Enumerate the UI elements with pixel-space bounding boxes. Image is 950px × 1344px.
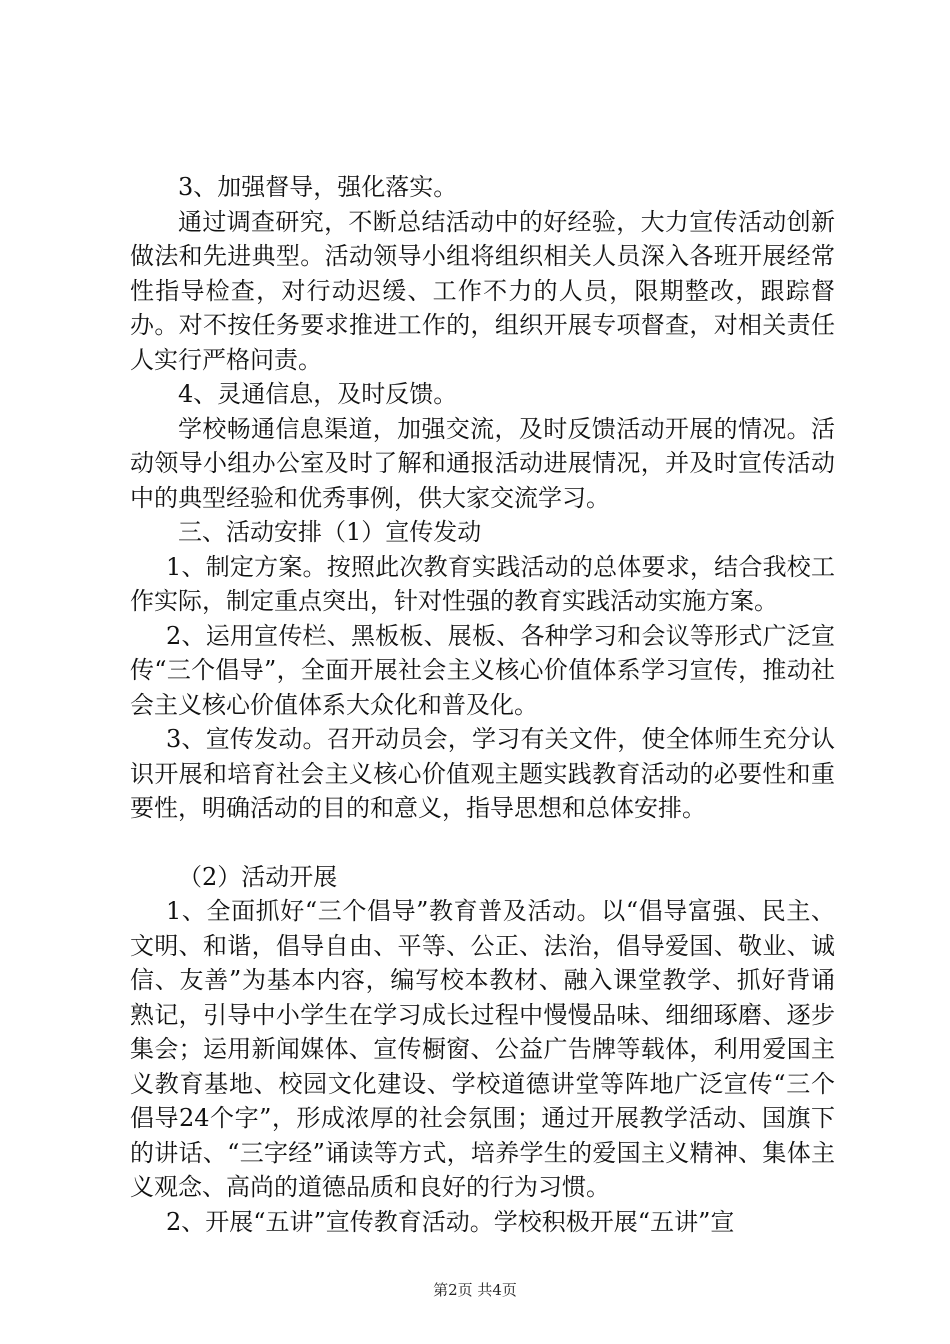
page-number-footer: 第2页 共4页 <box>433 1281 517 1299</box>
paragraph-mobilization: 3、宣传发动。召开动员会，学习有关文件，使全体师生充分认识开展和培育社会主义核心价值观主题实践教育活动的必要性和重要性，明确活动的目的和意义，指导思想和总体安排。 <box>130 725 835 822</box>
document-body <box>130 170 835 1239</box>
paragraph-information: 学校畅通信息渠道，加强交流，及时反馈活动开展的情况。活动领导小组办公室及时了解和通报活动进展情况，并及时宣传活动中的典型经验和优秀事例，供大家交流学习。 <box>130 414 835 512</box>
paragraph-spacer <box>130 826 835 860</box>
paragraph-three-advocacies: 1、全面抓好“三个倡导”教育普及活动。以“倡导富强、民主、文明、和谐，倡导自由、平等、公正、法治，倡导爱国、敬业、诚信、友善”为基本内容，编写校本教材、融入课堂教学、抓好背诵熟记，引导中小学生在学习成长过程中慢慢品味、细细琢磨、逐步集会；运用新闻媒体、宣传橱窗、公益广告牌等载体，利用爱国主义教育基地、校园文化建设、学校道德讲堂等阵地广泛宣传“三个倡导24个字”，形成浓厚的社会氛围；通过开展教学活动、国旗下的讲话、“三字经”诵读等方式，培养学生的爱国主义精神、集体主义观念、高尚的道德品质和良好的行为习惯。 <box>130 897 835 1201</box>
section-heading-activities: （2）活动开展 <box>178 862 338 891</box>
heading-information: 4、灵通信息，及时反馈。 <box>178 380 458 408</box>
paragraph-five-talks: 2、开展“五讲”宣传教育活动。学校积极开展“五讲”宣 <box>166 1207 735 1236</box>
section-heading-arrangement: 三、活动安排（1）宣传发动 <box>178 518 482 546</box>
paragraph-supervision: 通过调查研究，不断总结活动中的好经验，大力宣传活动创新做法和先进典型。活动领导小组将组织相关人员深入各班开展经常性指导检查，对行动迟缓、工作不力的人员，限期整改，跟踪督办。对不按任务要求推进工作的，组织开展专项督查，对相关责任人实行严格问责。 <box>130 207 835 374</box>
paragraph-publicity: 2、运用宣传栏、黑板板、展板、各种学习和会议等形式广泛宣传“三个倡导”，全面开展社会主义核心价值体系学习宣传，推动社会主义核心价值体系大众化和普及化。 <box>130 621 835 719</box>
paragraph-plan: 1、制定方案。按照此次教育实践活动的总体要求，结合我校工作实际，制定重点突出，针对性强的教育实践活动实施方案。 <box>130 552 835 615</box>
heading-supervision: 3、加强督导，强化落实。 <box>178 173 458 201</box>
